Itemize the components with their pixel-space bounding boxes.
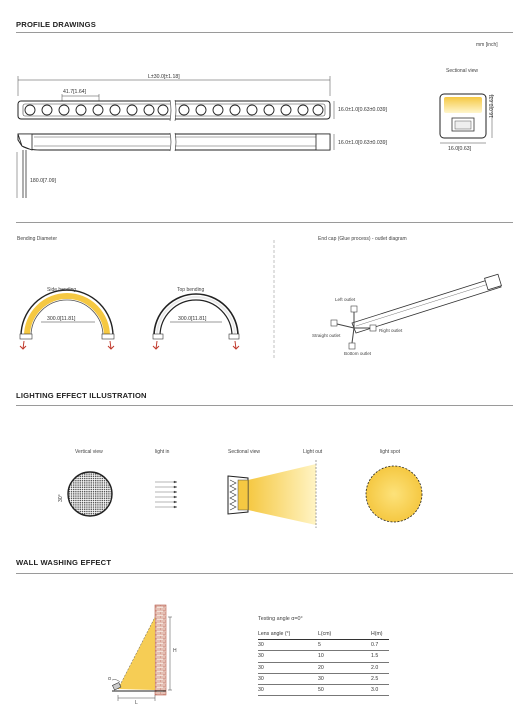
light-out-label: Light out (303, 449, 323, 455)
straight-outlet-label: Straight outlet (312, 333, 341, 338)
bending-diameter-title: Bending Diameter (17, 236, 58, 242)
testing-angle-label: Testing angle α=0° (258, 616, 303, 622)
wall-distance-label: L (135, 700, 138, 706)
unit-note: mm [inch] (476, 42, 498, 48)
wall-height-label: H (173, 648, 177, 654)
light-spot-label: light spot (380, 449, 401, 455)
table-cell: 10 (318, 651, 371, 662)
dim-height-bottom: 16.0±1.0[0.63±0.039] (338, 140, 387, 146)
table-cell: 50 (318, 684, 371, 695)
table-row (258, 673, 389, 684)
sectional-view-label-2: Sectional view (228, 449, 260, 455)
dim-pitch: 41.7[1.64] (63, 89, 87, 95)
dim-length: L±30.0[±1.18] (148, 74, 180, 80)
dim-height-top: 16.0±1.0[0.63±0.039] (338, 107, 387, 113)
table-cell: 30 (258, 673, 318, 684)
right-outlet-label: Right outlet (379, 328, 403, 333)
table-cell: 3.0 (371, 684, 389, 695)
table-row (258, 640, 389, 651)
section-title-profile-drawings: PROFILE DRAWINGS (16, 20, 96, 29)
table-cell: 5 (318, 640, 371, 651)
table-cell: 30 (258, 662, 318, 673)
top-bending-dim: 300.0[11.81] (178, 316, 207, 322)
table-cell: 2.0 (371, 662, 389, 673)
table-cell: 1.5 (371, 651, 389, 662)
section-title-wall-washing: WALL WASHING EFFECT (16, 558, 112, 567)
side-bending-dim: 300.0[11.81] (47, 316, 76, 322)
table-cell: 30 (258, 684, 318, 695)
left-outlet-label: Left outlet (335, 297, 356, 302)
sectional-view-label: Sectional view (446, 68, 478, 74)
vertical-view-label: Vertical view (75, 449, 103, 455)
table-cell: 0.7 (371, 640, 389, 651)
dim-section-height: 16.0[0.63] (489, 94, 495, 118)
table-cell: 30 (258, 640, 318, 651)
light-in-label: light in (155, 449, 170, 455)
bottom-outlet-label: Bottom outlet (344, 351, 372, 356)
table-header-row (258, 629, 389, 640)
endcap-title: End cap (Glue process) - outlet diagram (318, 236, 407, 242)
wall-wash-table (258, 629, 389, 696)
table-header-cell: L(cm) (318, 629, 371, 640)
brick-wall (155, 605, 166, 695)
table-cell: 30 (318, 673, 371, 684)
table-row (258, 651, 389, 662)
side-bending-label: Side bending (47, 287, 77, 293)
table-cell: 2.5 (371, 673, 389, 684)
section-title-lighting: LIGHTING EFFECT ILLUSTRATION (16, 391, 147, 400)
table-row (258, 662, 389, 673)
top-bending-label: Top bending (177, 287, 205, 293)
angle-label: 30° (58, 494, 64, 502)
dim-section-width: 16.0[0.63] (448, 146, 472, 152)
table-cell: 30 (258, 651, 318, 662)
table-header-cell: H(m) (371, 629, 389, 640)
wall-alpha-label: α (108, 676, 111, 682)
table-cell: 20 (318, 662, 371, 673)
dim-cable: 180.0[7.09] (30, 178, 56, 184)
table-header-cell: Lens angle (°) (258, 629, 318, 640)
table-row (258, 684, 389, 695)
